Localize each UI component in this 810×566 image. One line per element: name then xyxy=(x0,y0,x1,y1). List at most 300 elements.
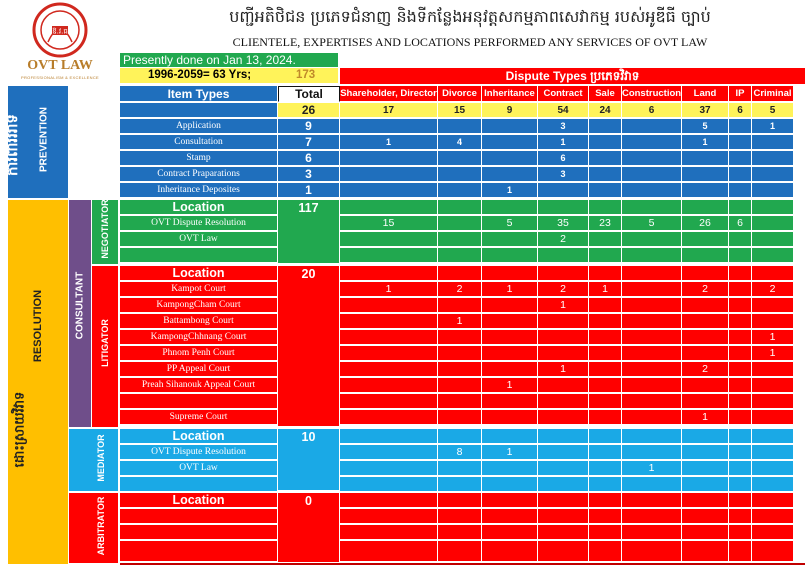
cell-contract xyxy=(538,493,589,508)
cell-criminal xyxy=(752,232,794,247)
cell-criminal xyxy=(752,167,794,182)
table-row xyxy=(120,232,805,247)
logo-tagline: PROFESSIONALISM & EXCELLENCE xyxy=(21,75,99,80)
cell-divorce xyxy=(438,346,482,361)
cell-contract: 35 xyxy=(538,216,589,231)
cell-ip xyxy=(729,266,752,281)
cell-land xyxy=(682,378,729,393)
cell-sale xyxy=(589,183,622,198)
cell-sale xyxy=(589,410,622,425)
cell-item-type: OVT Dispute Resolution xyxy=(120,445,278,460)
cell-ip xyxy=(729,541,752,562)
cell-inheritance xyxy=(482,200,538,215)
cell-sale: 24 xyxy=(589,103,622,118)
cell-criminal: 1 xyxy=(752,346,794,361)
table-row xyxy=(120,330,805,345)
cell-construction xyxy=(622,282,682,297)
cell-shareholder-director xyxy=(340,346,438,361)
resolution-label-km: ដោះស្រាយវិវាទ xyxy=(12,391,28,468)
cell-divorce: Divorce xyxy=(438,86,482,102)
cell-criminal xyxy=(752,248,794,263)
cell-divorce xyxy=(438,216,482,231)
cell-ip xyxy=(729,248,752,263)
cell-item-type: OVT Law xyxy=(120,232,278,247)
cell-shareholder-director xyxy=(340,151,438,166)
cell-construction xyxy=(622,314,682,329)
cell-divorce xyxy=(438,362,482,377)
section-row xyxy=(120,266,805,281)
cell-land xyxy=(682,429,729,444)
cell-shareholder-director xyxy=(340,167,438,182)
cell-inheritance: 1 xyxy=(482,183,538,198)
cell-item-type xyxy=(120,525,278,540)
prevention-label-en: PREVENTION xyxy=(38,107,50,173)
cell-construction xyxy=(622,346,682,361)
cell-divorce xyxy=(438,525,482,540)
cell-sale xyxy=(589,266,622,281)
cell-item-type: Contract Praparations xyxy=(120,167,278,182)
cell-land xyxy=(682,314,729,329)
cell-land xyxy=(682,346,729,361)
cell-ip xyxy=(729,394,752,409)
cell-inheritance: 5 xyxy=(482,216,538,231)
cell-total: 3 xyxy=(278,167,340,182)
cell-inheritance xyxy=(482,394,538,409)
cell-item-type: Consultation xyxy=(120,135,278,150)
cell-contract: 3 xyxy=(538,119,589,134)
negotiator-label: NEGOTIATOR xyxy=(100,199,110,259)
cell-construction xyxy=(622,429,682,444)
cell-ip xyxy=(729,119,752,134)
cell-criminal xyxy=(752,378,794,393)
cell-land: 26 xyxy=(682,216,729,231)
cell-shareholder-director xyxy=(340,509,438,524)
cell-land: 5 xyxy=(682,119,729,134)
logo-seal-icon xyxy=(4,2,116,58)
cell-divorce: 1 xyxy=(438,314,482,329)
cell-shareholder-director xyxy=(340,183,438,198)
cell-construction xyxy=(622,330,682,345)
cell-construction xyxy=(622,509,682,524)
cell-contract xyxy=(538,477,589,492)
cell-ip xyxy=(729,330,752,345)
section-row xyxy=(120,200,805,215)
cell-ip xyxy=(729,477,752,492)
litigator-band xyxy=(92,266,118,427)
cell-sale xyxy=(589,429,622,444)
cell-land: 2 xyxy=(682,362,729,377)
cell-construction xyxy=(622,200,682,215)
cell-item-type: Location xyxy=(120,429,278,444)
cell-inheritance xyxy=(482,232,538,247)
cell-contract: 2 xyxy=(538,232,589,247)
table-row xyxy=(120,103,805,118)
cell-inheritance xyxy=(482,477,538,492)
cell-contract xyxy=(538,461,589,476)
cell-land: 1 xyxy=(682,410,729,425)
cell-item-type: Kampot Court xyxy=(120,282,278,297)
cell-construction xyxy=(622,477,682,492)
cell-contract: 1 xyxy=(538,298,589,313)
table-row xyxy=(120,282,805,297)
cell-sale xyxy=(589,330,622,345)
cell-land xyxy=(682,266,729,281)
cell-divorce xyxy=(438,410,482,425)
prevention-band xyxy=(3,86,68,198)
cell-divorce xyxy=(438,167,482,182)
cell-sale xyxy=(589,461,622,476)
cell-land xyxy=(682,167,729,182)
cell-criminal xyxy=(752,298,794,313)
cell-total: 9 xyxy=(278,119,340,134)
cell-total: 1 xyxy=(278,183,340,198)
cell-land xyxy=(682,298,729,313)
cell-item-type: Supreme Court xyxy=(120,410,278,425)
bottom-line xyxy=(120,563,805,565)
cell-sale xyxy=(589,509,622,524)
cell-sale xyxy=(589,445,622,460)
cell-ip: 6 xyxy=(729,216,752,231)
cell-sale xyxy=(589,541,622,562)
cell-inheritance xyxy=(482,362,538,377)
cell-contract xyxy=(538,525,589,540)
cell-land xyxy=(682,445,729,460)
cell-total: 26 xyxy=(278,103,340,118)
cell-construction: 5 xyxy=(622,216,682,231)
cell-ip xyxy=(729,410,752,425)
table-row xyxy=(120,410,805,425)
table-row xyxy=(120,477,805,492)
cell-sale xyxy=(589,378,622,393)
cell-sale xyxy=(589,167,622,182)
table-row xyxy=(120,167,805,182)
cell-ip xyxy=(729,200,752,215)
cell-criminal xyxy=(752,461,794,476)
cell-divorce xyxy=(438,394,482,409)
cell-contract: 1 xyxy=(538,135,589,150)
cell-land xyxy=(682,200,729,215)
cell-sale: 23 xyxy=(589,216,622,231)
cell-criminal xyxy=(752,151,794,166)
cell-shareholder-director xyxy=(340,362,438,377)
cell-criminal xyxy=(752,410,794,425)
cell-criminal xyxy=(752,314,794,329)
cell-construction xyxy=(622,119,682,134)
cell-land: Land xyxy=(682,86,729,102)
cell-criminal xyxy=(752,525,794,540)
cell-shareholder-director xyxy=(340,378,438,393)
cell-inheritance xyxy=(482,167,538,182)
cell-ip xyxy=(729,445,752,460)
cell-ip: IP xyxy=(729,86,752,102)
cell-construction xyxy=(622,183,682,198)
cell-land: 37 xyxy=(682,103,729,118)
cell-criminal xyxy=(752,362,794,377)
cell-criminal xyxy=(752,183,794,198)
cell-contract xyxy=(538,266,589,281)
cell-divorce xyxy=(438,266,482,281)
cell-ip xyxy=(729,135,752,150)
table-row xyxy=(120,461,805,476)
cell-inheritance xyxy=(482,525,538,540)
cell-land xyxy=(682,541,729,562)
cell-item-type xyxy=(120,477,278,492)
cell-item-type: Item Types xyxy=(120,86,278,102)
cell-land xyxy=(682,477,729,492)
cell-construction: Construction xyxy=(622,86,682,102)
year-range-label: 1996-2059= 63 Yrs; xyxy=(148,69,252,81)
cell-contract: Contract xyxy=(538,86,589,102)
cell-divorce xyxy=(438,477,482,492)
cell-item-type: Location xyxy=(120,493,278,508)
table-row xyxy=(120,314,805,329)
year-range-total: 173 xyxy=(296,69,316,81)
cell-item-type: OVT Law xyxy=(120,461,278,476)
cell-criminal: 1 xyxy=(752,119,794,134)
cell-sale xyxy=(589,200,622,215)
cell-sale xyxy=(589,362,622,377)
cell-divorce xyxy=(438,493,482,508)
cell-divorce xyxy=(438,378,482,393)
cell-divorce xyxy=(438,461,482,476)
cell-construction xyxy=(622,445,682,460)
cell-criminal xyxy=(752,266,794,281)
cell-total: 20 xyxy=(278,266,340,427)
cell-construction xyxy=(622,151,682,166)
litigator-label: LITIGATOR xyxy=(100,319,110,367)
cell-ip xyxy=(729,493,752,508)
section-row xyxy=(120,493,805,508)
cell-sale xyxy=(589,493,622,508)
table-row xyxy=(120,346,805,361)
logo xyxy=(4,2,116,84)
cell-criminal xyxy=(752,394,794,409)
cell-ip xyxy=(729,378,752,393)
cell-shareholder-director xyxy=(340,266,438,281)
cell-divorce xyxy=(438,429,482,444)
cell-shareholder-director xyxy=(340,232,438,247)
cell-sale xyxy=(589,298,622,313)
cell-inheritance xyxy=(482,266,538,281)
cell-sale xyxy=(589,151,622,166)
prevention-label-km: ការពារវិវាទ xyxy=(3,114,21,176)
arbitrator-band xyxy=(69,493,118,563)
cell-construction xyxy=(622,362,682,377)
cell-construction: 6 xyxy=(622,103,682,118)
cell-inheritance xyxy=(482,461,538,476)
arbitrator-label: ARBITRATOR xyxy=(96,496,106,556)
cell-criminal xyxy=(752,477,794,492)
cell-item-type: Battambong Court xyxy=(120,314,278,329)
cell-inheritance xyxy=(482,410,538,425)
cell-sale xyxy=(589,248,622,263)
table-row xyxy=(120,151,805,166)
cell-sale xyxy=(589,232,622,247)
cell-contract xyxy=(538,346,589,361)
cell-contract xyxy=(538,394,589,409)
cell-sale xyxy=(589,119,622,134)
cell-inheritance: 1 xyxy=(482,445,538,460)
cell-divorce: 15 xyxy=(438,103,482,118)
cell-inheritance xyxy=(482,151,538,166)
cell-land xyxy=(682,330,729,345)
cell-land: 1 xyxy=(682,135,729,150)
cell-inheritance xyxy=(482,509,538,524)
consultant-label: CONSULTANT xyxy=(74,271,86,340)
cell-divorce xyxy=(438,248,482,263)
cell-contract: 1 xyxy=(538,362,589,377)
cell-criminal: 2 xyxy=(752,282,794,297)
cell-sale xyxy=(589,525,622,540)
cell-shareholder-director xyxy=(340,445,438,460)
cell-land xyxy=(682,493,729,508)
section-row xyxy=(120,429,805,444)
table-header-row xyxy=(120,86,805,102)
cell-contract xyxy=(538,314,589,329)
cell-land: 2 xyxy=(682,282,729,297)
cell-contract xyxy=(538,183,589,198)
cell-contract xyxy=(538,429,589,444)
cell-divorce xyxy=(438,200,482,215)
cell-item-type: Application xyxy=(120,119,278,134)
cell-shareholder-director xyxy=(340,541,438,562)
cell-item-type: KampongChhnang Court xyxy=(120,330,278,345)
logo-seal-text: ឱ.វ.ធ xyxy=(52,27,68,36)
date-note: Presently done on Jan 13, 2024. xyxy=(120,53,338,67)
resolution-label-en: RESOLUTION xyxy=(32,289,44,363)
cell-contract xyxy=(538,248,589,263)
negotiator-band xyxy=(92,200,118,264)
cell-construction xyxy=(622,232,682,247)
cell-sale: 1 xyxy=(589,282,622,297)
table-row xyxy=(120,525,805,540)
cell-construction xyxy=(622,266,682,281)
table-row xyxy=(120,183,805,198)
table-row xyxy=(120,119,805,134)
cell-land xyxy=(682,394,729,409)
cell-item-type: Location xyxy=(120,200,278,215)
cell-ip xyxy=(729,314,752,329)
cell-shareholder-director xyxy=(340,330,438,345)
cell-contract: 2 xyxy=(538,282,589,297)
cell-shareholder-director xyxy=(340,248,438,263)
cell-land xyxy=(682,461,729,476)
mediator-band xyxy=(69,429,118,491)
cell-shareholder-director: 1 xyxy=(340,282,438,297)
cell-ip xyxy=(729,232,752,247)
cell-inheritance xyxy=(482,493,538,508)
cell-ip xyxy=(729,298,752,313)
cell-construction xyxy=(622,378,682,393)
cell-shareholder-director: 1 xyxy=(340,135,438,150)
cell-inheritance xyxy=(482,330,538,345)
cell-inheritance xyxy=(482,298,538,313)
cell-ip xyxy=(729,362,752,377)
cell-shareholder-director xyxy=(340,314,438,329)
cell-shareholder-director: 17 xyxy=(340,103,438,118)
cell-criminal xyxy=(752,200,794,215)
cell-land xyxy=(682,151,729,166)
cell-ip xyxy=(729,346,752,361)
cell-criminal xyxy=(752,135,794,150)
cell-inheritance: Inheritance xyxy=(482,86,538,102)
cell-divorce xyxy=(438,298,482,313)
cell-construction: 1 xyxy=(622,461,682,476)
cell-sale xyxy=(589,346,622,361)
table-row xyxy=(120,135,805,150)
cell-contract xyxy=(538,541,589,562)
cell-ip xyxy=(729,282,752,297)
table-row xyxy=(120,248,805,263)
cell-ip xyxy=(729,151,752,166)
cell-inheritance xyxy=(482,429,538,444)
table-row xyxy=(120,362,805,377)
cell-ip: 6 xyxy=(729,103,752,118)
page-title: បញ្ជីអតិថិជន ប្រភេទជំនាញ និងទីកន្លែងអនុវត្តសកម្មភាពសេវាកម្ម របស់អូឌីធី ច្បាប់ xyxy=(229,7,711,26)
consultant-band xyxy=(69,200,91,427)
cell-sale xyxy=(589,394,622,409)
cell-construction xyxy=(622,410,682,425)
cell-inheritance: 9 xyxy=(482,103,538,118)
mediator-label: MEDIATOR xyxy=(96,434,106,482)
cell-land xyxy=(682,525,729,540)
cell-contract xyxy=(538,330,589,345)
cell-construction xyxy=(622,493,682,508)
cell-total: 117 xyxy=(278,200,340,264)
cell-contract xyxy=(538,410,589,425)
cell-land xyxy=(682,248,729,263)
cell-item-type: Phnom Penh Court xyxy=(120,346,278,361)
cell-criminal xyxy=(752,493,794,508)
cell-criminal: 1 xyxy=(752,330,794,345)
cell-inheritance xyxy=(482,314,538,329)
cell-item-type: KampongCham Court xyxy=(120,298,278,313)
cell-item-type xyxy=(120,394,278,409)
cell-contract: 54 xyxy=(538,103,589,118)
cell-criminal xyxy=(752,429,794,444)
cell-sale xyxy=(589,135,622,150)
cell-total: 7 xyxy=(278,135,340,150)
cell-total: 0 xyxy=(278,493,340,563)
table-row xyxy=(120,216,805,231)
cell-inheritance: 1 xyxy=(482,378,538,393)
cell-inheritance xyxy=(482,346,538,361)
cell-sale xyxy=(589,477,622,492)
cell-inheritance xyxy=(482,119,538,134)
cell-construction xyxy=(622,541,682,562)
cell-sale xyxy=(589,314,622,329)
cell-total: Total xyxy=(278,86,340,102)
cell-shareholder-director xyxy=(340,525,438,540)
dispute-types-header: Dispute Types ប្រភេទវិវាទ xyxy=(340,68,805,84)
cell-item-type xyxy=(120,509,278,524)
cell-divorce: 2 xyxy=(438,282,482,297)
cell-divorce xyxy=(438,541,482,562)
cell-divorce xyxy=(438,151,482,166)
cell-divorce: 8 xyxy=(438,445,482,460)
cell-inheritance: 1 xyxy=(482,282,538,297)
cell-shareholder-director: Shareholder, Director xyxy=(340,86,438,102)
cell-shareholder-director xyxy=(340,477,438,492)
cell-construction xyxy=(622,298,682,313)
cell-shareholder-director xyxy=(340,461,438,476)
cell-contract: 3 xyxy=(538,167,589,182)
cell-criminal xyxy=(752,216,794,231)
cell-construction xyxy=(622,167,682,182)
cell-construction xyxy=(622,135,682,150)
cell-shareholder-director: 15 xyxy=(340,216,438,231)
cell-item-type xyxy=(120,248,278,263)
